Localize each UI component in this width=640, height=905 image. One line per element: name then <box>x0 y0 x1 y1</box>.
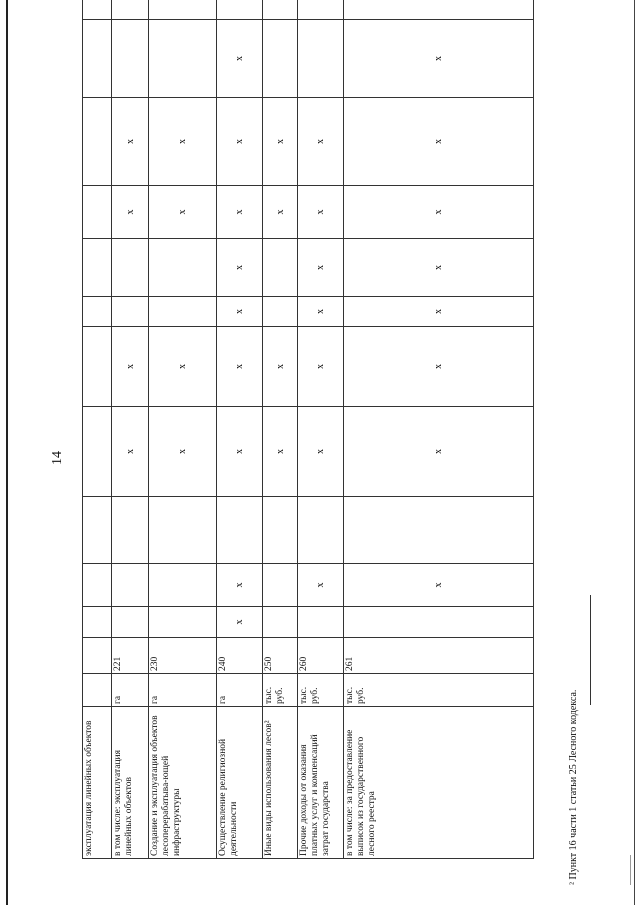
scan-mark <box>630 855 631 885</box>
mark-cell: х <box>217 564 263 607</box>
mark-cell <box>83 327 112 407</box>
mark-cell <box>112 20 149 98</box>
mark-cell: х <box>112 186 149 239</box>
mark-cell: х <box>344 297 534 327</box>
mark-cell <box>112 564 149 607</box>
row-code: 261 <box>344 638 534 674</box>
mark-cell <box>149 239 217 297</box>
table-row <box>83 0 112 859</box>
mark-cell: х <box>344 564 534 607</box>
mark-cell: х <box>344 327 534 407</box>
footnote-separator <box>590 595 591 705</box>
row-name: эксплуатация линейных объектов <box>83 707 112 859</box>
mark-cell: х <box>149 98 217 186</box>
mark-cell: х <box>298 564 344 607</box>
mark-cell: х <box>217 186 263 239</box>
mark-cell: х <box>344 98 534 186</box>
mark-cell <box>298 607 344 638</box>
mark-cell <box>263 0 298 20</box>
mark-cell: х <box>298 327 344 407</box>
mark-cell <box>217 0 263 20</box>
mark-cell: х <box>112 407 149 497</box>
mark-cell: х <box>298 297 344 327</box>
row-name: в том числе: эксплуатация линейных объектов <box>112 707 149 859</box>
mark-cell <box>112 497 149 564</box>
mark-cell: х <box>217 98 263 186</box>
mark-cell <box>83 0 112 20</box>
mark-cell <box>112 297 149 327</box>
mark-cell: х <box>217 407 263 497</box>
page-number: 14 <box>50 451 65 465</box>
row-name: Прочие доходы от оказания платных услуг и компенсаций затрат государства <box>298 707 344 859</box>
mark-cell: х <box>217 239 263 297</box>
table-row <box>149 0 217 859</box>
mark-cell: х <box>217 327 263 407</box>
mark-cell: х <box>217 607 263 638</box>
row-unit: га <box>217 674 263 707</box>
table-row <box>263 0 298 859</box>
mark-cell <box>83 20 112 98</box>
mark-cell <box>149 0 217 20</box>
mark-cell <box>149 20 217 98</box>
row-code: 260 <box>298 638 344 674</box>
table-row <box>298 0 344 859</box>
row-code: 240 <box>217 638 263 674</box>
mark-cell: х <box>344 186 534 239</box>
mark-cell: х <box>344 407 534 497</box>
mark-cell <box>83 564 112 607</box>
mark-cell <box>298 20 344 98</box>
mark-cell <box>298 0 344 20</box>
mark-cell <box>83 297 112 327</box>
mark-cell <box>263 239 298 297</box>
mark-cell: х <box>263 407 298 497</box>
mark-cell <box>149 297 217 327</box>
mark-cell: х <box>263 186 298 239</box>
mark-cell <box>344 607 534 638</box>
mark-cell <box>149 607 217 638</box>
row-unit: тыс. руб. <box>263 674 298 707</box>
mark-cell: х <box>217 20 263 98</box>
mark-cell: х <box>112 98 149 186</box>
forest-use-table <box>82 0 534 859</box>
row-code: 250 <box>263 638 298 674</box>
row-unit: га <box>112 674 149 707</box>
mark-cell <box>263 497 298 564</box>
row-name: в том числе: за предоставление выписок из государственного лесного реестра <box>344 707 534 859</box>
mark-cell <box>83 607 112 638</box>
mark-cell <box>83 239 112 297</box>
row-unit: га <box>149 674 217 707</box>
mark-cell: х <box>298 98 344 186</box>
mark-cell <box>344 497 534 564</box>
mark-cell <box>149 497 217 564</box>
row-name: Создание и эксплуатация объектов лесоперерабатыва-ющей инфраструктуры <box>149 707 217 859</box>
row-code: 221 <box>112 638 149 674</box>
mark-cell: х <box>298 186 344 239</box>
mark-cell: х <box>263 327 298 407</box>
mark-cell <box>83 98 112 186</box>
mark-cell <box>149 564 217 607</box>
row-name: Иные виды использования лесов² <box>263 707 298 859</box>
mark-cell <box>217 497 263 564</box>
mark-cell: х <box>344 20 534 98</box>
mark-cell <box>263 20 298 98</box>
mark-cell: х <box>149 407 217 497</box>
row-unit <box>83 674 112 707</box>
mark-cell <box>83 497 112 564</box>
row-code: 230 <box>149 638 217 674</box>
row-name: Осуществление религиозной деятельности <box>217 707 263 859</box>
row-code <box>83 638 112 674</box>
mark-cell: х <box>263 98 298 186</box>
mark-cell <box>263 297 298 327</box>
mark-cell <box>112 0 149 20</box>
row-unit: тыс. руб. <box>344 674 534 707</box>
mark-cell <box>83 407 112 497</box>
table-row <box>344 0 534 859</box>
mark-cell: х <box>344 239 534 297</box>
mark-cell: х <box>112 327 149 407</box>
mark-cell <box>298 497 344 564</box>
mark-cell <box>263 564 298 607</box>
mark-cell: х <box>149 186 217 239</box>
footnote: ² Пункт 16 части 1 статьи 25 Лесного кодекса. <box>568 689 579 885</box>
mark-cell: х <box>298 239 344 297</box>
mark-cell <box>263 607 298 638</box>
table-row <box>112 0 149 859</box>
row-unit: тыс. руб. <box>298 674 344 707</box>
mark-cell: х <box>149 327 217 407</box>
mark-cell <box>83 186 112 239</box>
mark-cell: х <box>217 297 263 327</box>
mark-cell <box>112 239 149 297</box>
mark-cell: х <box>298 407 344 497</box>
mark-cell <box>344 0 534 20</box>
table-row <box>217 0 263 859</box>
mark-cell <box>112 607 149 638</box>
